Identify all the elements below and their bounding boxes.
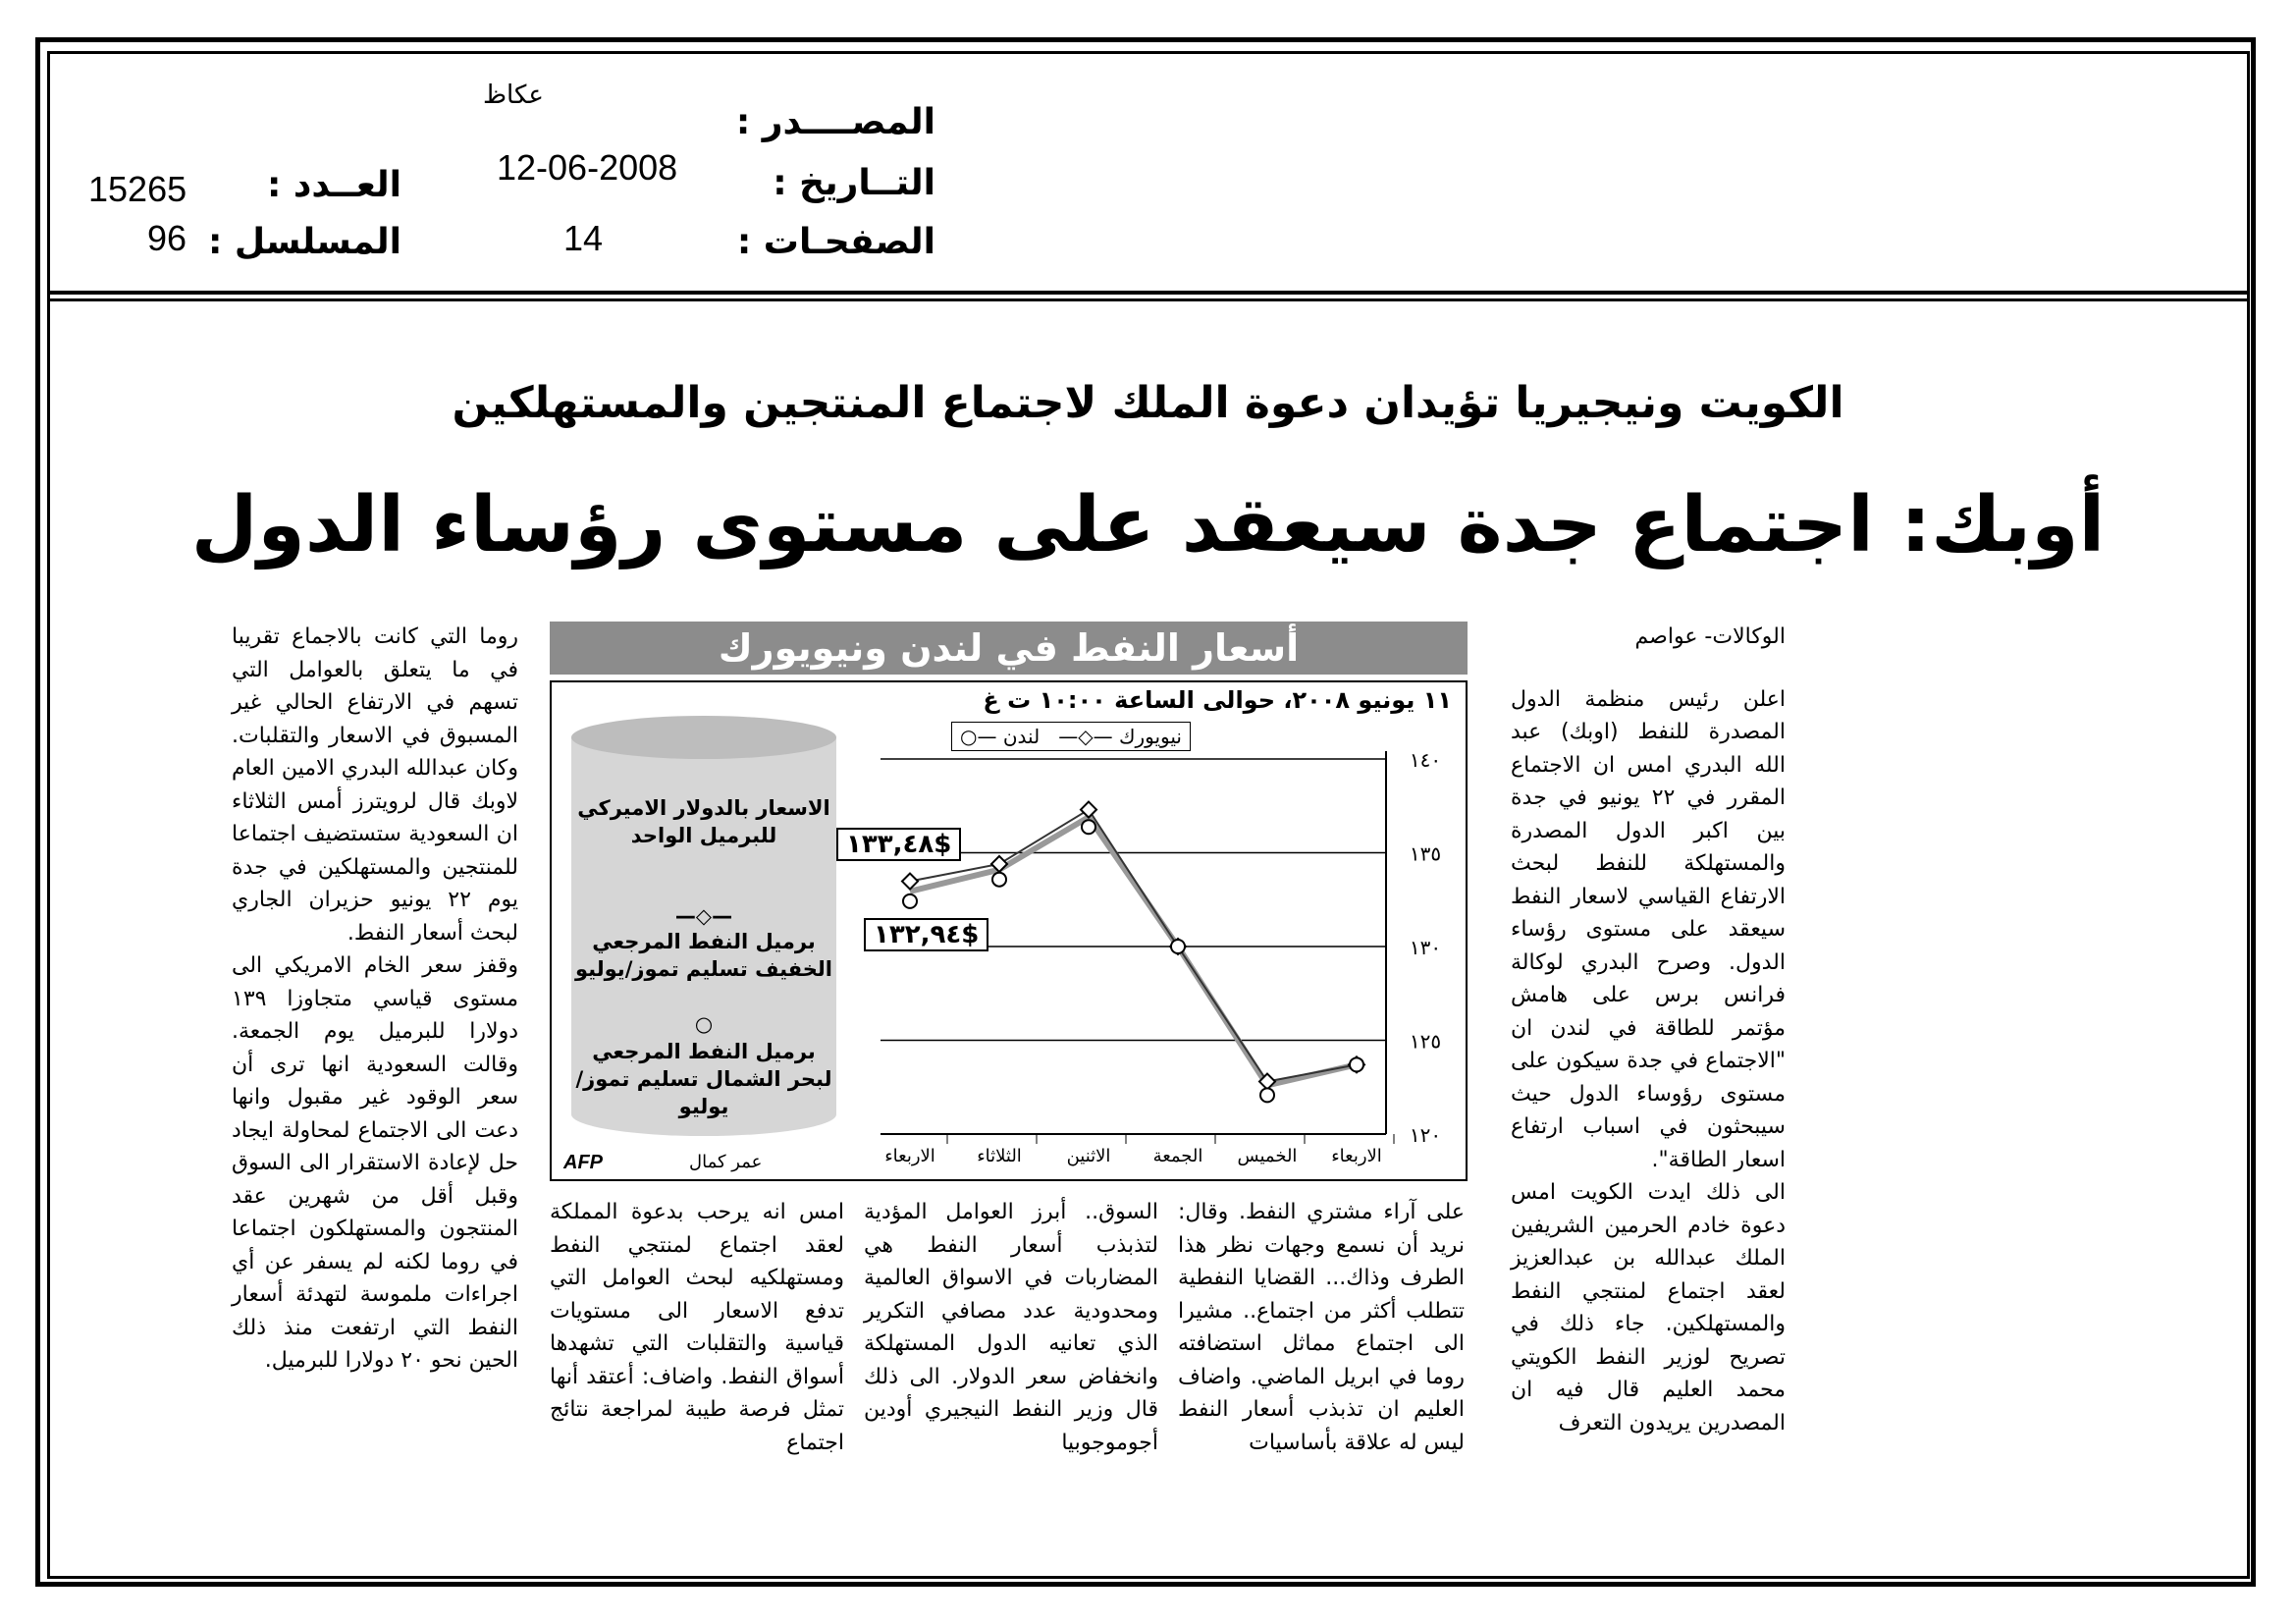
header-divider-2 (47, 298, 2250, 301)
article-title: أوبك: اجتماع جدة سيعقد على مستوى رؤساء الدول (190, 481, 2106, 569)
x-tick-label: الثلاثاء (977, 1146, 1022, 1166)
point-london (992, 873, 1006, 887)
paragraph: اعلن رئيس منظمة الدول المصدرة للنفط (اوبك) عبد الله البدري امس ان الاجتماع المقرر في ٢٢ يونيو في جدة بين اكبر الدول المصدرة والمستهلكة للنفط لبحث الارتفاع القياسي لاسعار النفط سيعقد على مستوى رؤساء الدول. وصرح البدري لوكالة فرانس برس على هامش مؤتمر للطاقة في لندن ان "الاجتماع في جدة سيكون على مستوى رؤوساء الدول حيث سيبحثون في اسباب ارتفاع اسعار الطاقة". (1511, 686, 1787, 1172)
chart-credit: عمر كمال (689, 1152, 763, 1172)
serial-value: 96 (147, 218, 187, 258)
x-tick-label: الخميس (1237, 1146, 1298, 1166)
article-subtitle: الكويت ونيجيريا تؤيدان دعوة الملك لاجتماع المنتجين والمستهلكين (452, 378, 1844, 428)
article-column-bottom-3 (550, 1196, 844, 1459)
source-value: عكاظ (483, 81, 544, 110)
paragraph: وقفز سعر الخام الامريكي الى مستوى قياسي متجاوزا ١٣٩ دولارا للبرميل يوم الجمعة. وقالت السعودية انها ترى أن سعر الوقود غير مقبول وانها دعت الى الاجتماع لمحاولة ايجاد حل لإعادة الاستقرار الى السوق وقبل أقل من شهرين عقد المنتجون والمستهلكون اجتماعا في روما لكنه لم يسفر عن أي اجراءات ملموسة لتهدئة أسعار النفط التي ارتفعت منذ ذلك الحين نحو ٢٠ دولارا للبرميل. (232, 953, 518, 1373)
point-newyork (1081, 802, 1096, 818)
chart-plot (552, 682, 1466, 1179)
chart-title: أسعار النفط في لندن ونيويورك (550, 622, 1468, 675)
article-column-left (232, 621, 518, 1378)
y-tick-label: ١٢٠ (1409, 1123, 1442, 1147)
paragraph: الى ذلك ايدت الكويت امس دعوة خادم الحرمين الشريفين الملك عبدالله بن عبدالعزيز لعقد اجتماع لمنتجي النفط والمستهلكين. جاء ذلك في تصريح لوزير النفط الكويتي محمد العليم قال فيه ان المصدرين يريدون التعرف (1511, 1180, 1786, 1435)
paragraph: امس انه يرحب بدعوة المملكة لعقد اجتماع لمنتجي النفط ومستهلكيه لبحث العوامل التي تدفع الاسعار الى مستويات قياسية والتقلبات التي تشهدها أسواق النفط. واضاف: أعتقد أنها تمثل فرصة طيبة لمراجعة نتائج اجتماع (550, 1200, 844, 1455)
x-tick-label: الاثنين (1066, 1146, 1111, 1166)
issue-label: العــدد : (267, 165, 401, 205)
oil-price-chart (550, 622, 1468, 1181)
paragraph: على آراء مشتري النفط. وقال: نريد أن نسمع وجهات نظر هذا الطرف وذاك... القضايا النفطية تتطلب أكثر من اجتماع.. مشيرا الى اجتماع مماثل استضافته روما في ابريل الماضي. واضاف العليم ان تذبذب أسعار النفط ليس له علاقة بأساسيات (1178, 1200, 1465, 1455)
serial-label: المسلسل : (207, 222, 401, 262)
paragraph: روما التي كانت بالاجماع تقريبا في ما يتعلق بالعوامل التي تسهم في الارتفاع الحالي غير المسبوق في الاسعار والتقلبات. وكان عبدالله البدري الامين العام لاوبك قال لرويترز أمس الثلاثاء ان السعودية ستستضيف اجتماعا للمنتجين والمستهلكين في جدة يوم ٢٢ يونيو حزيران الجاري لبحث أسعار النفط. (232, 624, 518, 946)
paragraph: السوق.. أبرز العوامل المؤدية لتذبذب أسعار النفط هي المضاربات في الاسواق العالمية ومحدودية عدد مصافي التكرير الذي تعانيه الدول المستهلكة وانخفاض سعر الدولار. الى ذلك قال وزير النفط النيجيري أودين أجوموجوبيا (864, 1200, 1158, 1455)
point-london (1171, 940, 1185, 953)
cylinder-unit-text: الاسعار بالدولار الاميركي للبرميل الواحد (577, 796, 830, 847)
source-label: المصــــدر : (735, 102, 935, 142)
pages-value: 14 (563, 218, 604, 258)
article-column-right (1511, 621, 1786, 1439)
header-divider (47, 291, 2250, 295)
chart-body (550, 680, 1468, 1181)
x-tick-label: الاربعاء (884, 1146, 935, 1166)
callout-newyork: $١٣٣,٤٨ (836, 828, 961, 861)
y-tick-label: ١٣٥ (1409, 841, 1442, 866)
x-tick-label: الاربعاء (1331, 1146, 1382, 1166)
cylinder-ldn-marker: ○ (694, 1012, 714, 1036)
legend-london-marker: —○ (960, 725, 997, 748)
legend-newyork-marker: —◇— (1058, 725, 1113, 748)
cylinder-ny-text: برميل النفط المرجعي الخفيف تسليم تموز/يوليو (575, 930, 832, 981)
chart-subtitle: ١١ يونيو ٢٠٠٨، حوالى الساعة ١٠:٠٠ ت غ (983, 686, 1452, 714)
point-london (1260, 1088, 1274, 1102)
cylinder-ny-marker: —◇— (674, 904, 733, 928)
y-tick-label: ١٤٠ (1409, 748, 1442, 772)
article-byline: الوكالات- عواصم (1634, 624, 1786, 649)
legend-london-label: لندن (1002, 725, 1041, 748)
y-tick-label: ١٢٥ (1409, 1029, 1442, 1054)
point-london (1082, 820, 1095, 834)
article-column-bottom-1 (1178, 1196, 1465, 1459)
y-tick-label: ١٣٠ (1409, 936, 1442, 959)
point-newyork (902, 874, 918, 890)
callout-london: $١٣٢,٩٤ (864, 918, 988, 951)
legend-newyork-label: نيويورك (1119, 725, 1182, 748)
date-value: 12-06-2008 (497, 147, 678, 188)
article-column-bottom-2 (864, 1196, 1158, 1459)
point-london (1350, 1057, 1363, 1071)
issue-value: 15265 (88, 169, 187, 209)
pages-label: الصفحـات : (736, 222, 935, 262)
afp-logo: AFP (563, 1152, 603, 1173)
date-label: التــاريخ : (773, 163, 935, 203)
cylinder-ldn-text: برميل النفط المرجعي لبحر الشمال تسليم تموز/يوليو (575, 1040, 832, 1118)
point-london (903, 894, 917, 908)
x-tick-label: الجمعة (1152, 1146, 1203, 1166)
